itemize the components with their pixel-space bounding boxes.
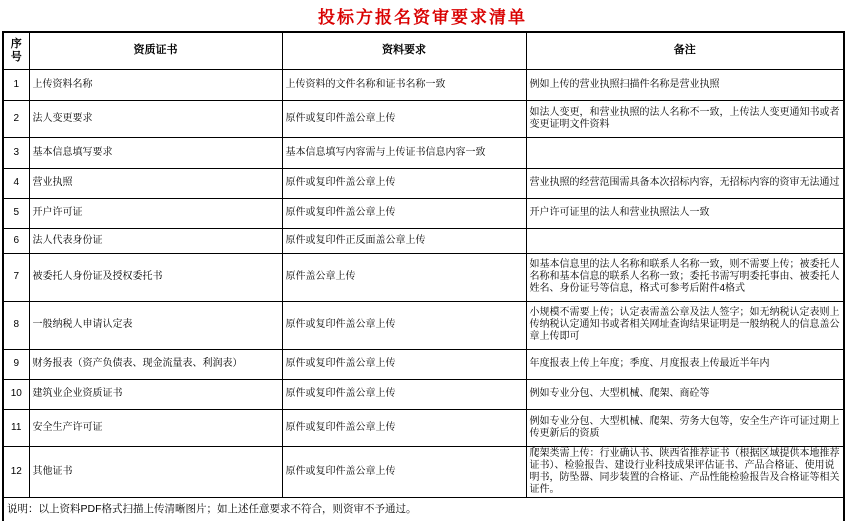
req-cell: 原件或复印件盖公章上传 — [282, 198, 526, 228]
table-row — [3, 446, 844, 497]
note-cell: 年度报表上传上年度；季度、月度报表上传最近半年内 — [526, 349, 844, 379]
row-number-cell: 10 — [3, 379, 29, 409]
req-cell: 原件或复印件盖公章上传 — [282, 349, 526, 379]
cert-cell: 财务报表（资产负债表、现金流量表、利润表） — [29, 349, 282, 379]
table-row — [3, 100, 844, 137]
row-number-cell: 9 — [3, 349, 29, 379]
table-row — [3, 228, 844, 253]
cert-cell: 开户许可证 — [29, 198, 282, 228]
header-qualification-cert: 资质证书 — [29, 32, 282, 69]
req-cell: 原件或复印件盖公章上传 — [282, 100, 526, 137]
req-cell: 原件或复印件盖公章上传 — [282, 409, 526, 446]
note-cell: 如法人变更，和营业执照的法人名称不一致，上传法人变更通知书或者变更证明文件资料 — [526, 100, 844, 137]
cert-cell: 基本信息填写要求 — [29, 137, 282, 168]
row-number-cell: 3 — [3, 137, 29, 168]
footer-note: 说明：以上资料PDF格式扫描上传清晰图片；如上述任意要求不符合，则资审不予通过。 — [3, 497, 844, 521]
note-cell: 开户许可证里的法人和营业执照法人一致 — [526, 198, 844, 228]
cert-cell: 营业执照 — [29, 168, 282, 198]
table-row — [3, 168, 844, 198]
row-number-cell: 7 — [3, 253, 29, 301]
note-cell: 爬架类需上传：行业确认书、陕西省推荐证书（根据区域提供本地推荐证书）、检验报告、建设行业科技成果评估证书、产品合格证、使用说明书，防坠器、同步装置的合格证、产品性能检验报告及合格证等相关证件。 — [526, 446, 844, 497]
row-number-cell: 4 — [3, 168, 29, 198]
note-cell: 小规模不需要上传；认定表需盖公章及法人签字；如无纳税认定表则上传纳税认定通知书或者相关网址查询结果证明是一般纳税人的信息盖公章上传即可 — [526, 301, 844, 349]
table-row — [3, 69, 844, 100]
row-number-cell: 11 — [3, 409, 29, 446]
req-cell: 原件盖公章上传 — [282, 253, 526, 301]
header-serial-number: 序号 — [3, 32, 29, 69]
row-number-cell: 6 — [3, 228, 29, 253]
cert-cell: 法人代表身份证 — [29, 228, 282, 253]
cert-cell: 建筑业企业资质证书 — [29, 379, 282, 409]
row-number-cell: 5 — [3, 198, 29, 228]
req-cell: 基本信息填写内容需与上传证书信息内容一致 — [282, 137, 526, 168]
note-cell — [526, 137, 844, 168]
note-cell: 如基本信息里的法人名称和联系人名称一致，则不需要上传；被委托人名称和基本信息的联系人名称一致；委托书需写明委托事由、被委托人姓名、身份证号等信息，格式可参考后附件4格式 — [526, 253, 844, 301]
req-cell: 上传资料的文件名称和证书名称一致 — [282, 69, 526, 100]
cert-cell: 安全生产许可证 — [29, 409, 282, 446]
table-footer — [3, 497, 844, 521]
cert-cell: 被委托人身份证及授权委托书 — [29, 253, 282, 301]
row-number-cell: 2 — [3, 100, 29, 137]
note-cell: 例如上传的营业执照扫描件名称是营业执照 — [526, 69, 844, 100]
cert-cell: 其他证书 — [29, 446, 282, 497]
header-remarks: 备注 — [526, 32, 844, 69]
header-material-requirement: 资料要求 — [282, 32, 526, 69]
row-number-cell: 8 — [3, 301, 29, 349]
table-row — [3, 137, 844, 168]
table-header — [3, 32, 844, 69]
table-body — [3, 69, 844, 497]
row-number-cell: 12 — [3, 446, 29, 497]
table-row — [3, 253, 844, 301]
note-cell — [526, 228, 844, 253]
cert-cell: 法人变更要求 — [29, 100, 282, 137]
page-title: 投标方报名资审要求清单 — [318, 8, 527, 27]
cert-cell: 上传资料名称 — [29, 69, 282, 100]
note-cell: 例如专业分包、大型机械、爬架、商砼等 — [526, 379, 844, 409]
note-cell: 例如专业分包、大型机械、爬架、劳务大包等，安全生产许可证过期上传更新后的资质 — [526, 409, 844, 446]
row-number-cell: 1 — [3, 69, 29, 100]
requirements-table — [2, 31, 845, 521]
table-row — [3, 301, 844, 349]
req-cell: 原件或复印件盖公章上传 — [282, 301, 526, 349]
table-row — [3, 198, 844, 228]
cert-cell: 一般纳税人申请认定表 — [29, 301, 282, 349]
req-cell: 原件或复印件盖公章上传 — [282, 446, 526, 497]
table-row — [3, 349, 844, 379]
req-cell: 原件或复印件盖公章上传 — [282, 168, 526, 198]
req-cell: 原件或复印件正反面盖公章上传 — [282, 228, 526, 253]
note-cell: 营业执照的经营范围需具备本次招标内容，无招标内容的资审无法通过 — [526, 168, 844, 198]
table-row — [3, 379, 844, 409]
req-cell: 原件或复印件盖公章上传 — [282, 379, 526, 409]
table-row — [3, 409, 844, 446]
